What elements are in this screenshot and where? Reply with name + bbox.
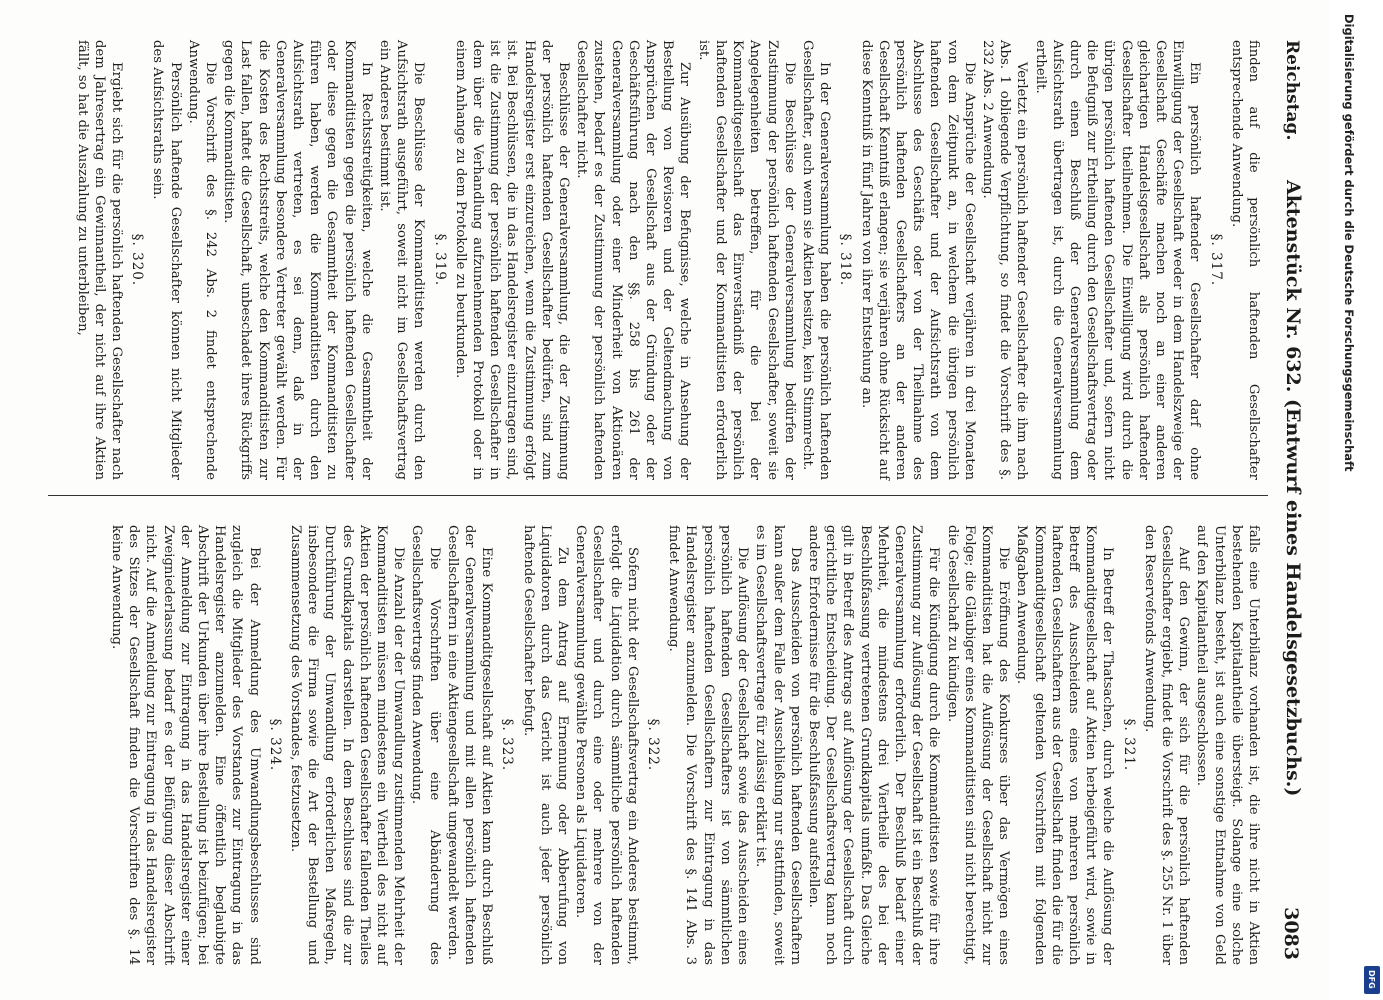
paragraph: In der Generalversammlung haben die persönlich haftenden Gesellschafter, auch wenn sie Aktien besitzen, kein Stimmrecht. — [799, 40, 833, 480]
footer-text: Digitalisierung gefördert durch die Deutsche Forschungsgemeinschaft — [1342, 14, 1356, 472]
paragraph: Die Beschlüsse der Kommanditisten werden durch den Aufsichtsrath ausgeführt, soweit nicht im Gesellschaftsvertrag ein Anderes bestimmt ist. — [377, 40, 427, 480]
dfg-logo — [1364, 966, 1380, 994]
section-heading: §. 323. — [499, 718, 516, 772]
section-heading: §. 318. — [837, 233, 854, 287]
section-heading: §. 322. — [645, 718, 662, 772]
section-heading: §. 317. — [1207, 233, 1224, 287]
paragraph: Ergiebt sich für die persönlich haftenden Gesellschafter nach dem Jahresertrag ein Gewinnantheil, der nicht auf ihre Aktien fällt, so hat die Auszahlung zu unterbleiben, — [74, 40, 124, 480]
digitization-footer — [1340, 14, 1360, 984]
paragraph: Die Ansprüche der Gesellschaft verjähren in drei Monaten von dem Zeitpunkt an, in welchem die übrigen persönlich haftenden Gesellschafter und der Aufsichtsrath von dem Abschlusse des Geschäfts oder von der Theilnahme des persönlich haftenden Gesellschafters an der anderen Gesellschaft Kenntniß erlangen; sie verjähren ohne Rücksicht auf diese Kenntniß in fünf Jahren von ihrer Entstehung an. — [858, 40, 977, 480]
paragraph: finden auf die persönlich haftenden Gesellschafter entsprechende Anwendung. — [1228, 40, 1261, 480]
left-column — [72, 40, 1262, 480]
page-header — [1270, 40, 1310, 960]
section-heading: §. 321. — [1120, 718, 1137, 772]
header-document-number: Aktenstück Nr. 632. — [1282, 180, 1304, 393]
right-column — [107, 525, 1262, 965]
paragraph: Sofern nicht der Gesellschaftsvertrag ein Anderes bestimmt, erfolgt die Liquidation durch sämmtliche persönlich haftenden Gesellschafter und durch eine oder mehrere von der Generalversammlung gewählte Personen als Liquidatoren. — [573, 525, 640, 965]
paragraph: Die Auflösung der Gesellschaft sowie das Ausscheiden eines persönlich haftenden Gesellschafters ist von sämmtlichen persönlich haftenden Gesellschaftern zur Eintragung in das Handelsregister anzumelden. Die Vorschrift des §. 141 Abs. 3 findet Anwendung. — [666, 525, 751, 965]
section-heading: §. 319. — [431, 233, 448, 287]
paragraph: In Rechtsstreitigkeiten, welche die Gesammtheit der Kommanditisten gegen die persönlich haftenden Gesellschafter oder diese gegen die Gesammtheit der Kommanditisten zu führen haben, werden die Kommanditisten durch den Aufsichtsrath vertreten, es sei denn, daß in der Generalversammlung besondere Vertreter gewählt werden. Für die Kosten des Rechtsstreits, welche den Kommanditisten zur Last fallen, haftet die Gesellschaft, unbeschadet ihres Rückgriffs gegen die Kommanditisten. — [221, 40, 374, 480]
paragraph: In Betreff der Thatsachen, durch welche die Auflösung der Kommanditgesellschaft auf Aktien herbeigeführt wird, sowie in Betreff des Ausscheidens eines von mehreren persönlich haftenden Gesellschaftern aus der Gesellschaft finden die für die Kommanditgesellschaft geltenden Vorschriften mit folgenden Maßgaben Anwendung. — [1014, 525, 1116, 965]
dfg-logo-text: DFG — [1367, 970, 1376, 989]
header-left: Reichstag. — [1282, 40, 1302, 141]
paragraph: Die Eröffnung des Konkurses über das Vermögen eines Kommanditisten hat die Auflösung der Gesellschaft nicht zur Folge; die Gläubiger eines Kommanditisten sind nicht berechtigt, die Gesellschaft zu kündigen. — [944, 525, 1012, 965]
paragraph: Zur Ausübung der Befugnisse, welche in Ansehung der Bestellung von Revisoren und der Geltendmachung von Ansprüchen der Gesellschaft aus der Gründung oder der Geschäftsführung nach den §§. 258 bis 261 der Generalversammlung oder einer Minderheit von Aktionären zustehen, bedarf es der Zustimmung der persönlich haftenden Gesellschafter nicht. — [574, 40, 693, 480]
section-heading: §. 320. — [129, 233, 146, 287]
paragraph: Die Vorschrift des §. 242 Abs. 2 findet entsprechende Anwendung. — [185, 40, 219, 480]
paragraph: Persönlich haftende Gesellschafter können nicht Mitglieder des Aufsichtsraths sein. — [150, 40, 183, 480]
paragraph: Verletzt ein persönlich haftender Gesellschafter die ihm nach Abs. 1 obliegende Verpflichtung, so findet die Vorschrift des §. 232 Abs. 2 Anwendung. — [979, 40, 1030, 480]
paragraph: falls eine Unterbilanz vorhanden ist, die ihre nicht in Aktien bestehenden Kapitalantheile übersteigt. Solange eine solche Unterbilanz besteht, ist auch eine sonstige Entnahme von Geld auf den Kapitalantheil ausgeschlossen. — [1194, 525, 1261, 965]
paragraph: Zu dem Antrag auf Ernennung oder Abberufung von Liquidatoren durch das Gericht ist auch jeder persönlich haftende Gesellschafter befugt. — [520, 525, 571, 965]
section-heading: §. 324. — [266, 718, 283, 772]
paragraph: Das Ausscheiden von persönlich haftenden Gesellschaftern kann außer dem Falle der Ausschließung nur stattfinden, soweit es im Gesellschaftsvertrage für zulässig erklärt ist. — [753, 525, 803, 965]
paragraph: Die Beschlüsse der Generalversammlung bedürfen der Zustimmung der persönlich haftenden Gesellschafter, soweit sie Angelegenheiten betreffen, für die bei der Kommanditgesellschaft das Einverständniß der persönlich haftenden Gesellschafter und der Kommanditisten erforderlich ist. — [695, 40, 797, 480]
header-document-subtitle: (Entwurf eines Handelsgesetzbuchs.) — [1282, 398, 1304, 797]
header-title — [1282, 180, 1304, 796]
paragraph: Eine Kommanditgesellschaft auf Aktien kann durch Beschluß der Generalversammlung und mit allen persönlich haftenden Gesellschaftern in eine Aktiengesellschaft umgewandelt werden. — [444, 525, 495, 965]
page-number: 3083 — [1280, 907, 1302, 960]
paragraph: Beschlüsse der Generalversammlung, die der Zustimmung der persönlich haftenden Gesellschafter bedürfen, sind zum Handelsregister erst einzureichen, wenn die Zustimmung erfolgt ist. Bei Beschlüssen, die in das Handelsregister einzutragen sind, ist die Zustimmung der persönlich haftenden Gesellschafter in dem über die Verhandlung aufzunehmenden Protokoll oder in einem Anhange zu dem Protokolle zu beurkunden. — [452, 40, 572, 480]
paragraph: Auf den Gewinn, der sich für die persönlich haftenden Gesellschafter ergiebt, findet die Vorschrift des §. 255 Nr. 1 über den Reservefonds Anwendung. — [1141, 525, 1192, 965]
paragraph: Für die Kündigung durch die Kommanditisten sowie für ihre Zustimmung zur Auflösung der Gesellschaft ist ein Beschluß der Generalversammlung erforderlich. Der Beschluß bedarf einer Mehrheit, die mindestens drei Viertheile des bei der Beschlußfassung vertretenen Grundkapitals umfaßt. Das Gleiche gilt in Betreff des Antrags auf Auflösung der Gesellschaft durch gerichtliche Entscheidung. Der Gesellschaftsvertrag kann noch andere Erfordernisse für die Beschlußfassung aufstellen. — [805, 525, 942, 965]
column-divider — [48, 495, 1268, 496]
paragraph: Die Anzahl der der Umwandlung zustimmenden Mehrheit der Kommanditisten müssen mindestens ein Viertheil des nicht auf Aktien der persönlich haftenden Gesellschafter fallenden Theiles des Grundkapitals darstellen. In dem Beschlusse sind die zur Durchführung der Umwandlung erforderlichen Maßregeln, insbesondere die Firma sowie die Art der Bestellung und Zusammensetzung des Vorstandes, festzusetzen. — [288, 525, 407, 965]
paragraph: Ein persönlich haftender Gesellschafter darf ohne Einwilligung der Gesellschaft weder in dem Handelszweige der Gesellschaft Geschäfte machen noch an einer anderen gleichartigen Handelsgesellschaft als persönlich haftender Gesellschafter theilnehmen. Die Einwilligung wird durch die übrigen persönlich haftenden Gesellschafter und, sofern nicht die Befugniß zur Ertheilung durch den Gesellschaftsvertrag oder durch einen Beschluß der Generalversammlung dem Aufsichtsrath übertragen ist, durch die Generalversammlung ertheilt. — [1032, 40, 1203, 480]
paragraph: Die Vorschriften über eine Abänderung des Gesellschaftsvertrags finden Anwendung. — [409, 525, 442, 965]
paragraph: Bei der Anmeldung des Umwandlungsbeschlusses sind zugleich die Mitglieder des Vorstandes zur Eintragung in das Handelsregister anzumelden. Eine öffentlich beglaubigte Abschrift der Urkunden über ihre Bestellung ist beizufügen; bei der Anmeldung zur Eintragung in das Handelsregister einer Zweigniederlassung bedarf es der Beifügung dieser Abschrift nicht. Auf die Anmeldung zur Eintragung in das Handelsregister des Sitzes der Gesellschaft finden die Vorschriften des §. 14 keine Anwendung. — [109, 525, 262, 965]
